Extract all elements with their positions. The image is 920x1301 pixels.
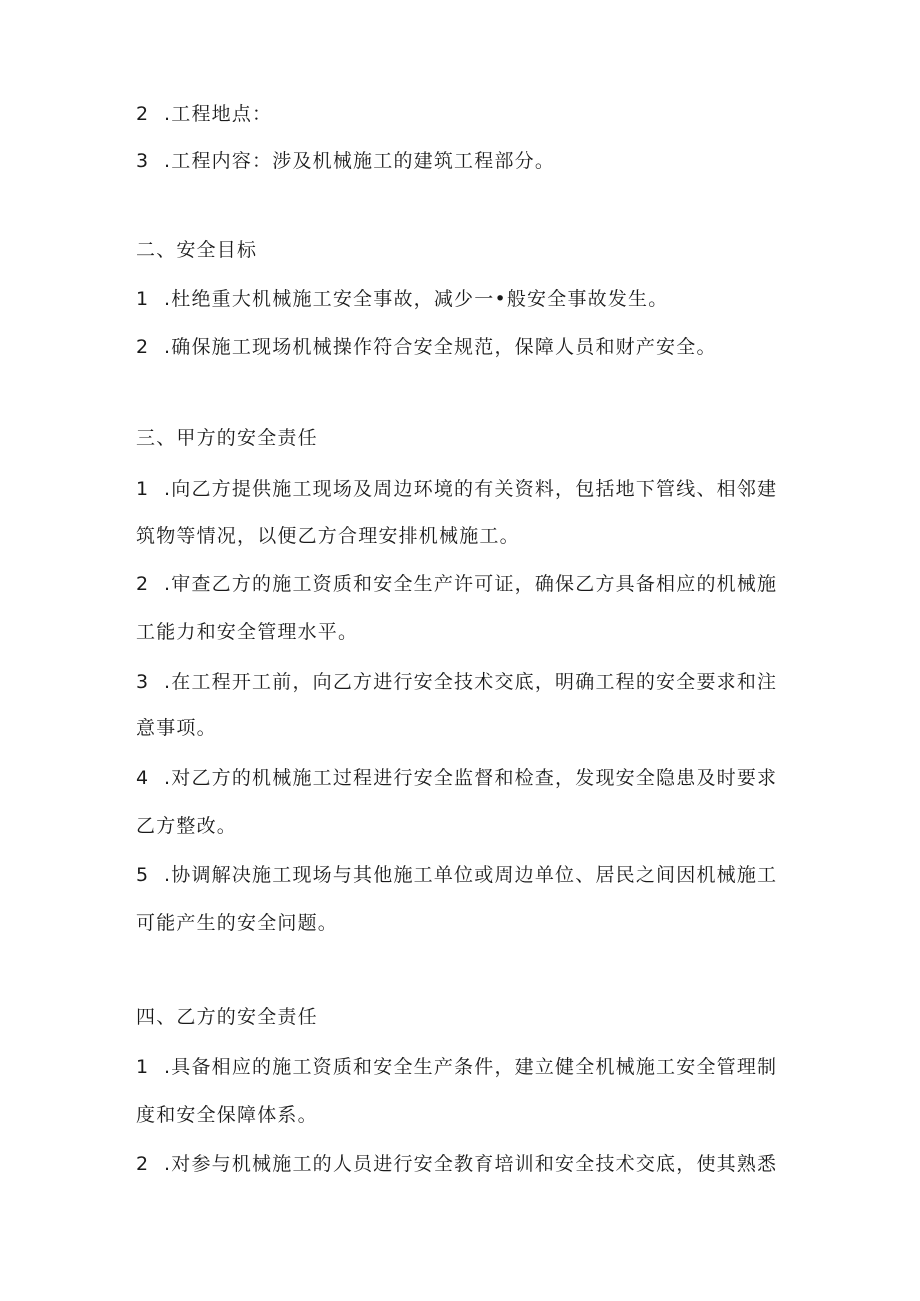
item-text: .协调解决施工现场与其他施工单位或周边单位、居民之间因机械施工	[164, 864, 778, 886]
item-number: 2	[136, 1153, 150, 1175]
goal-item	[136, 335, 717, 359]
section-heading-safety-goals: 二、安全目标	[136, 239, 258, 261]
party-a-item	[136, 477, 777, 501]
item-number: 3	[136, 671, 150, 693]
party-a-item-continuation: 乙方整改。	[136, 815, 238, 837]
item-number: 2	[136, 573, 150, 595]
item-text: .具备相应的施工资质和安全生产条件，建立健全机械施工安全管理制	[164, 1056, 778, 1078]
item-text: .杜绝重大机械施工安全事故，减少一•般安全事故发生。	[164, 288, 669, 310]
item-content	[136, 149, 555, 173]
item-text: .审查乙方的施工资质和安全生产许可证，确保乙方具备相应的机械施	[164, 573, 778, 595]
goal-item	[136, 287, 668, 311]
item-number: 1	[136, 478, 150, 500]
item-text: .对参与机械施工的人员进行安全教育培训和安全技术交底，使其熟悉	[164, 1153, 778, 1175]
party-a-item-continuation: 意事项。	[136, 717, 217, 739]
item-number: 2	[136, 336, 150, 358]
item-text: .向乙方提供施工现场及周边环境的有关资料，包括地下管线、相邻建	[164, 478, 778, 500]
party-a-item	[136, 670, 777, 694]
party-b-item	[136, 1152, 777, 1176]
party-a-item	[136, 572, 777, 596]
item-text: .在工程开工前，向乙方进行安全技术交底，明确工程的安全要求和注	[164, 671, 778, 693]
item-text: .工程内容：涉及机械施工的建筑工程部分。	[164, 150, 556, 172]
party-a-item-continuation: 可能产生的安全问题。	[136, 912, 339, 934]
item-text: .确保施工现场机械操作符合安全规范，保障人员和财产安全。	[164, 336, 717, 358]
item-number: 4	[136, 767, 150, 789]
item-number: 1	[136, 288, 150, 310]
party-a-item	[136, 863, 777, 887]
party-a-item-continuation: 工能力和安全管理水平。	[136, 621, 359, 643]
item-text: .对乙方的机械施工过程进行安全监督和检查，发现安全隐患及时要求	[164, 767, 778, 789]
section-heading-party-a: 三、甲方的安全责任	[136, 427, 318, 449]
party-b-item	[136, 1055, 777, 1079]
item-location	[136, 102, 272, 126]
item-number: 3	[136, 150, 150, 172]
item-number: 5	[136, 864, 150, 886]
section-heading-party-b: 四、乙方的安全责任	[136, 1006, 318, 1028]
item-number: 2	[136, 103, 150, 125]
party-a-item-continuation: 筑物等情况，以便乙方合理安排机械施工。	[136, 525, 520, 547]
item-number: 1	[136, 1056, 150, 1078]
party-a-item	[136, 766, 777, 790]
party-b-item-continuation: 度和安全保障体系。	[136, 1104, 318, 1126]
item-text: .工程地点：	[164, 103, 273, 125]
